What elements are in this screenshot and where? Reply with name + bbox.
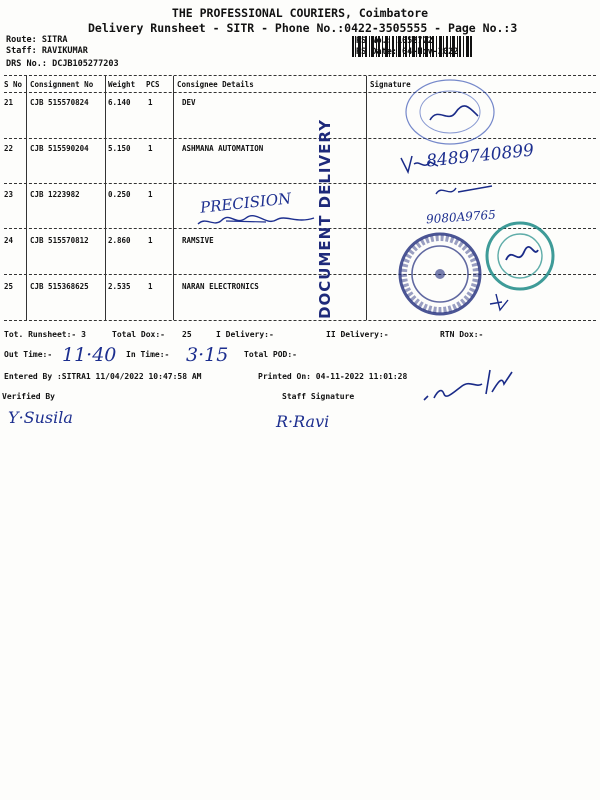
row-consignee: NARAN ELECTRONICS — [182, 282, 259, 291]
row-consignee: ASHMANA AUTOMATION — [182, 144, 264, 153]
row-pcs: 1 — [148, 190, 153, 199]
row-rule — [4, 183, 596, 184]
row-sno: 24 — [4, 236, 14, 245]
header-rule — [4, 92, 596, 93]
round-stamp-top — [400, 76, 500, 146]
rtn-dox: RTN Dox:- — [440, 330, 484, 339]
staff-field — [6, 46, 88, 56]
rs-number: RS No.: 1052772 — [356, 36, 433, 46]
runsheet-subtitle: Delivery Runsheet - SITR - Phone No.:0422-3505555 - Page No.:3 — [88, 21, 518, 35]
column-divider — [105, 76, 106, 320]
document-delivery-stamp — [305, 119, 345, 319]
row-consignment: CJB 515570812 — [30, 236, 89, 245]
table-top-rule — [4, 75, 596, 76]
row-pcs: 1 — [148, 144, 153, 153]
round-stamp-services — [392, 228, 488, 318]
column-header-sno: S No — [4, 80, 23, 89]
row-consignment: CJB 1223982 — [30, 190, 80, 199]
signature-scribble — [486, 290, 526, 314]
row-weight: 0.250 — [108, 190, 131, 199]
total-dox-value: 25 — [182, 330, 192, 339]
route-field — [6, 35, 67, 45]
scribble-strikeout — [196, 212, 316, 230]
handwritten-consignee: PRECISION — [199, 189, 293, 217]
entered-by: Entered By :SITRA1 11/04/2022 10:47:58 AM — [4, 372, 202, 381]
staff-label: Staff: — [6, 46, 37, 56]
staff-signature-label: Staff Signature — [282, 392, 355, 401]
verifier-signature: Y·Susila — [8, 408, 73, 427]
printed-on: Printed On: 04-11-2022 11:01:28 — [258, 372, 408, 381]
handwritten-in-time: 3·15 — [186, 344, 229, 366]
column-divider — [173, 76, 174, 320]
stamp-text: DOCUMENT DELIVERY — [316, 119, 334, 319]
row-weight: 2.860 — [108, 236, 131, 245]
column-header-signature: Signature — [370, 80, 411, 89]
staff-signature: R·Ravi — [276, 412, 330, 431]
drs-field — [6, 59, 119, 69]
row-sno: 23 — [4, 190, 14, 199]
out-time-label: Out Time:- — [4, 350, 53, 359]
column-header-consignee: Consignee Details — [177, 80, 254, 89]
column-divider — [366, 76, 367, 320]
first-delivery: I Delivery:- — [216, 330, 274, 339]
row-sno: 21 — [4, 98, 14, 107]
handwritten-out-time: 11·40 — [62, 344, 117, 366]
staff-value: RAVIKUMAR — [41, 46, 88, 56]
row-consignment: CJB 515570824 — [30, 98, 89, 107]
column-header-weight: Weight — [108, 80, 136, 89]
row-pcs: 1 — [148, 98, 153, 107]
verified-by-label: Verified By — [2, 392, 55, 401]
company-title: THE PROFESSIONAL COURIERS, Coimbatore — [171, 6, 429, 20]
row-weight: 2.535 — [108, 282, 131, 291]
handwritten-phone: 8489740899 — [425, 140, 535, 172]
second-delivery: II Delivery:- — [326, 330, 389, 339]
row-consignee: DEV — [182, 98, 196, 107]
column-divider — [26, 76, 27, 320]
row-sno: 25 — [4, 282, 14, 291]
row-consignment: CJB 515590204 — [30, 144, 89, 153]
table-bottom-rule — [4, 320, 596, 321]
drs-label: DRS No.: — [6, 59, 47, 69]
route-value: SITRA — [41, 35, 68, 45]
drs-value: DCJB105277203 — [52, 59, 119, 69]
row-pcs: 1 — [148, 236, 153, 245]
handwritten-phone: 9080A9765 — [425, 207, 497, 227]
round-stamp-teal — [484, 220, 556, 292]
row-weight: 5.150 — [108, 144, 131, 153]
total-dox-label: Total Dox:- — [112, 330, 165, 339]
row-weight: 6.140 — [108, 98, 131, 107]
signature-scribble — [432, 178, 502, 200]
row-sno: 22 — [4, 144, 14, 153]
rs-date: RS Date: 04-Nov-2022 — [356, 47, 459, 57]
total-pod: Total POD:- — [244, 350, 297, 359]
in-time-label: In Time:- — [126, 350, 170, 359]
column-header-consignment: Consignment No — [30, 80, 94, 89]
row-pcs: 1 — [148, 282, 153, 291]
row-consignment: CJB 515368625 — [30, 282, 89, 291]
total-runsheet: Tot. Runsheet:- 3 — [4, 330, 86, 339]
row-rule — [4, 138, 596, 139]
route-label: Route: — [6, 35, 37, 45]
column-header-pcs: PCS — [146, 80, 160, 89]
officer-signature — [420, 364, 520, 408]
row-consignee: RAMSIVE — [182, 236, 214, 245]
